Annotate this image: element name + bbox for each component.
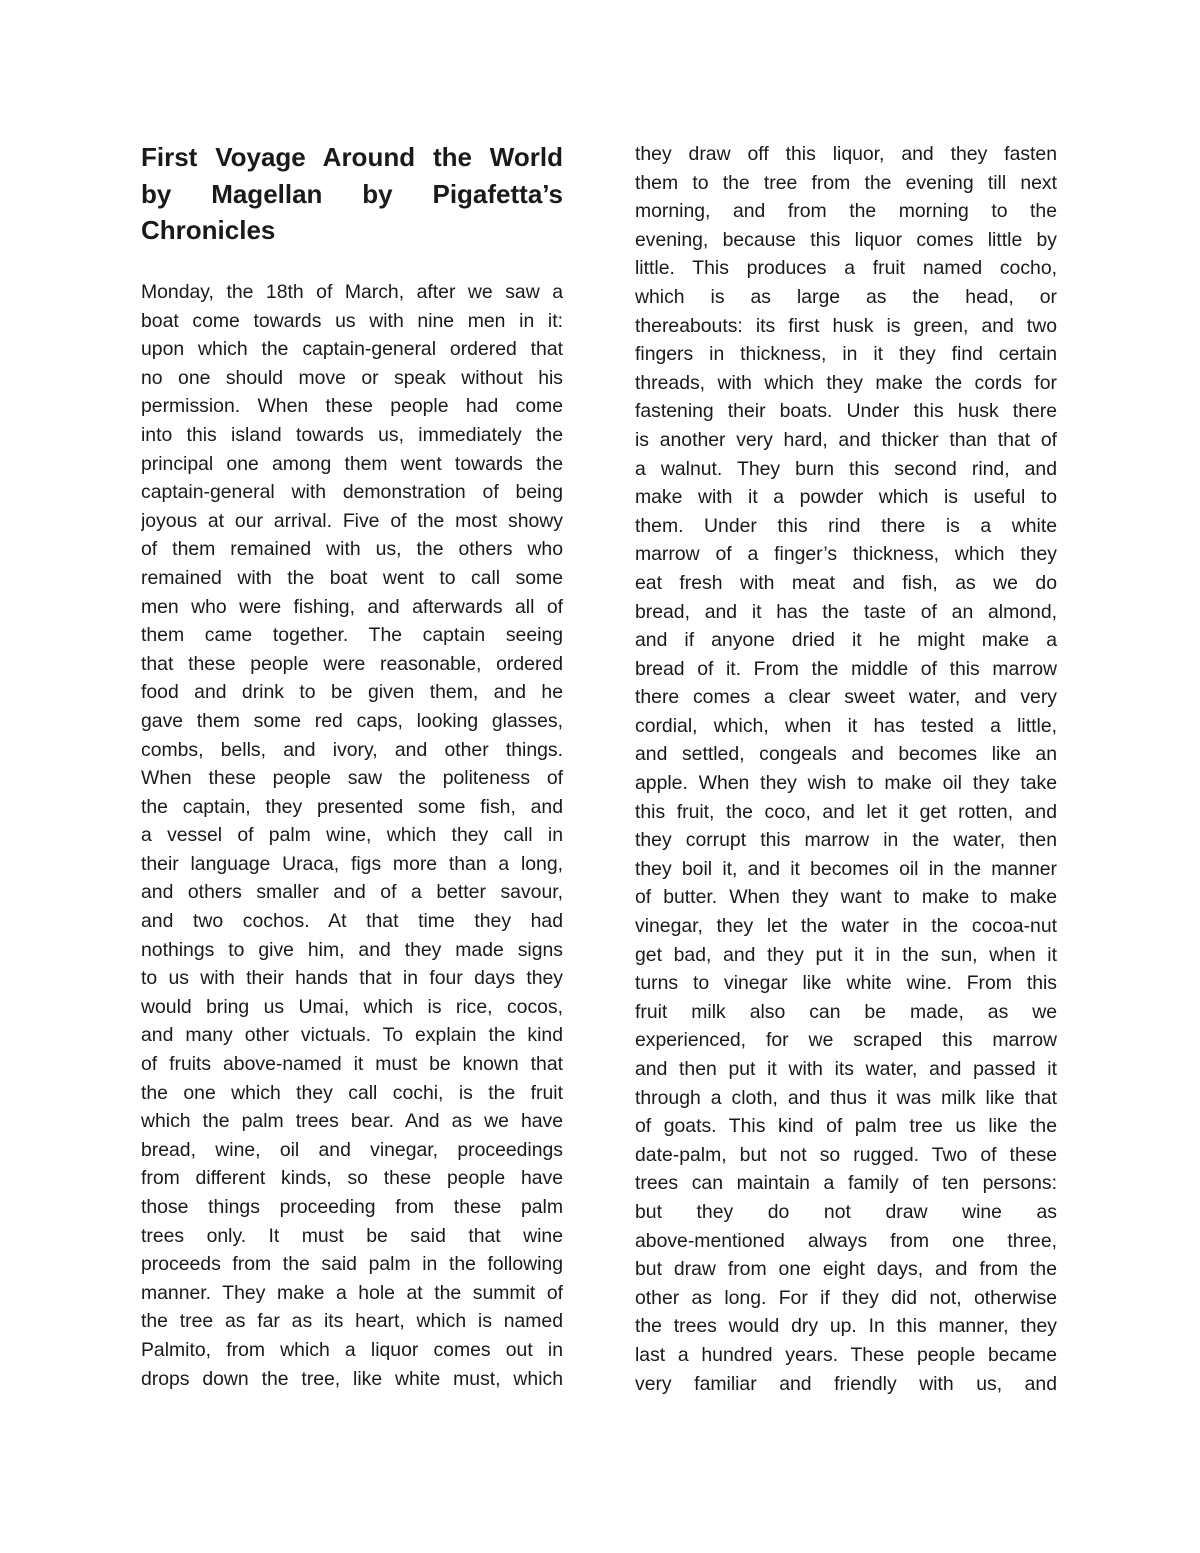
text-line: fingers in thickness, in it they find certain <box>635 343 1057 366</box>
text-line: the trees would dry up. In this manner, they <box>635 1315 1057 1338</box>
text-line: marrow of a finger’s thickness, which they <box>635 543 1057 566</box>
text-line: fastening their boats. Under this husk there <box>635 400 1057 423</box>
text-line: the captain, they presented some fish, and <box>141 795 563 818</box>
text-line: nothings to give him, and they made signs <box>141 938 563 961</box>
text-line: eat fresh with meat and fish, as we do <box>635 571 1057 594</box>
text-line: fruit milk also can be made, as we <box>635 1000 1057 1023</box>
text-line: evening, because this liquor comes little by <box>635 228 1057 251</box>
text-line: of butter. When they want to make to make <box>635 886 1057 909</box>
title-line: First Voyage Around the World <box>141 142 563 172</box>
text-line: experienced, for we scraped this marrow <box>635 1029 1057 1052</box>
text-line: to us with their hands that in four days they <box>141 967 563 990</box>
text-line: but they do not draw wine as <box>635 1200 1057 1223</box>
text-line: get bad, and they put it in the sun, when it <box>635 943 1057 966</box>
text-line: bread, wine, oil and vinegar, proceedings <box>141 1138 563 1161</box>
title-line: by Magellan by Pigafetta’s <box>141 178 563 209</box>
text-line: from different kinds, so these people have <box>141 1167 563 1190</box>
text-line: a vessel of palm wine, which they call in <box>141 824 563 847</box>
text-line: of them remained with us, the others who <box>141 538 563 561</box>
text-line: captain-general with demonstration of being <box>141 481 563 504</box>
text-line: boat come towards us with nine men in it: <box>141 309 563 332</box>
text-line: men who were fishing, and afterwards all of <box>141 595 563 618</box>
text-line: principal one among them went towards the <box>141 452 563 475</box>
text-line: the one which they call cochi, is the fruit <box>141 1081 563 1104</box>
text-line: morning, and from the morning to the <box>635 200 1057 223</box>
text-line: little. This produces a fruit named cocho, <box>635 257 1057 280</box>
text-line: Palmito, from which a liquor comes out in <box>141 1338 563 1361</box>
text-line: is another very hard, and thicker than that of <box>635 428 1057 451</box>
title-line: Chronicles <box>141 215 276 245</box>
text-line: Monday, the 18th of March, after we saw a <box>141 281 563 303</box>
text-line: above-mentioned always from one three, <box>635 1229 1057 1252</box>
text-line: a walnut. They burn this second rind, and <box>635 457 1057 480</box>
text-line: upon which the captain-general ordered that <box>141 338 563 361</box>
text-line: proceeds from the said palm in the following <box>141 1253 563 1276</box>
text-line: trees only. It must be said that wine <box>141 1224 563 1247</box>
text-line: and if anyone dried it he might make a <box>635 629 1057 652</box>
text-line: through a cloth, and thus it was milk like that <box>635 1086 1057 1109</box>
left-text-column <box>141 278 563 1393</box>
text-line: them. Under this rind there is a white <box>635 514 1057 537</box>
text-line: threads, with which they make the cords for <box>635 371 1057 394</box>
text-line: this fruit, the coco, and let it get rotten, and <box>635 800 1057 823</box>
text-line: no one should move or speak without his <box>141 366 563 389</box>
text-line: apple. When they wish to make oil they take <box>635 772 1057 795</box>
text-line: but draw from one eight days, and from the <box>635 1258 1057 1281</box>
text-line: remained with the boat went to call some <box>141 566 563 589</box>
text-line: thereabouts: its first husk is green, and two <box>635 314 1057 337</box>
text-line: their language Uraca, figs more than a long, <box>141 852 563 875</box>
text-line: and two cochos. At that time they had <box>141 910 563 933</box>
text-line: and others smaller and of a better savour, <box>141 881 563 904</box>
text-line: When these people saw the politeness of <box>141 767 563 790</box>
document-title <box>141 139 563 249</box>
text-line: them to the tree from the evening till next <box>635 171 1057 194</box>
text-line: food and drink to be given them, and he <box>141 681 563 704</box>
text-line: they draw off this liquor, and they fasten <box>635 143 1057 165</box>
text-line: gave them some red caps, looking glasses, <box>141 709 563 732</box>
text-line: which the palm trees bear. And as we have <box>141 1110 563 1133</box>
text-line: of goats. This kind of palm tree us like the <box>635 1115 1057 1138</box>
text-line: into this island towards us, immediately the <box>141 423 563 446</box>
text-line: other as long. For if they did not, otherwise <box>635 1286 1057 1309</box>
text-line: drops down the tree, like white must, which <box>141 1367 563 1390</box>
text-line: and then put it with its water, and passed it <box>635 1058 1057 1080</box>
text-line: manner. They make a hole at the summit of <box>141 1281 563 1304</box>
text-line: cordial, which, when it has tested a little, <box>635 714 1057 737</box>
text-line: bread of it. From the middle of this marrow <box>635 657 1057 680</box>
text-line: there comes a clear sweet water, and very <box>635 686 1057 709</box>
text-line: and many other victuals. To explain the kind <box>141 1024 563 1047</box>
text-line: very familiar and friendly with us, and <box>635 1372 1057 1395</box>
text-line: trees can maintain a family of ten persons: <box>635 1172 1057 1195</box>
right-text-column <box>635 140 1057 1398</box>
text-line: vinegar, they let the water in the cocoa-nut <box>635 915 1057 938</box>
text-line: make with it a powder which is useful to <box>635 486 1057 509</box>
text-line: those things proceeding from these palm <box>141 1196 563 1218</box>
text-line: last a hundred years. These people became <box>635 1343 1057 1366</box>
text-line: date-palm, but not so rugged. Two of these <box>635 1143 1057 1166</box>
text-line: bread, and it has the taste of an almond, <box>635 600 1057 623</box>
text-line: which is as large as the head, or <box>635 285 1057 308</box>
text-line: that these people were reasonable, ordered <box>141 652 563 675</box>
text-line: they corrupt this marrow in the water, then <box>635 829 1057 852</box>
text-line: and settled, congeals and becomes like an <box>635 743 1057 766</box>
text-line: of fruits above-named it must be known that <box>141 1053 563 1076</box>
text-line: would bring us Umai, which is rice, cocos, <box>141 995 563 1018</box>
text-line: them came together. The captain seeing <box>141 624 563 647</box>
text-line: permission. When these people had come <box>141 395 563 418</box>
text-line: joyous at our arrival. Five of the most showy <box>141 509 563 532</box>
text-line: the tree as far as its heart, which is named <box>141 1310 563 1333</box>
text-line: they boil it, and it becomes oil in the manner <box>635 857 1057 880</box>
text-line: turns to vinegar like white wine. From this <box>635 972 1057 995</box>
text-line: combs, bells, and ivory, and other things. <box>141 738 563 761</box>
